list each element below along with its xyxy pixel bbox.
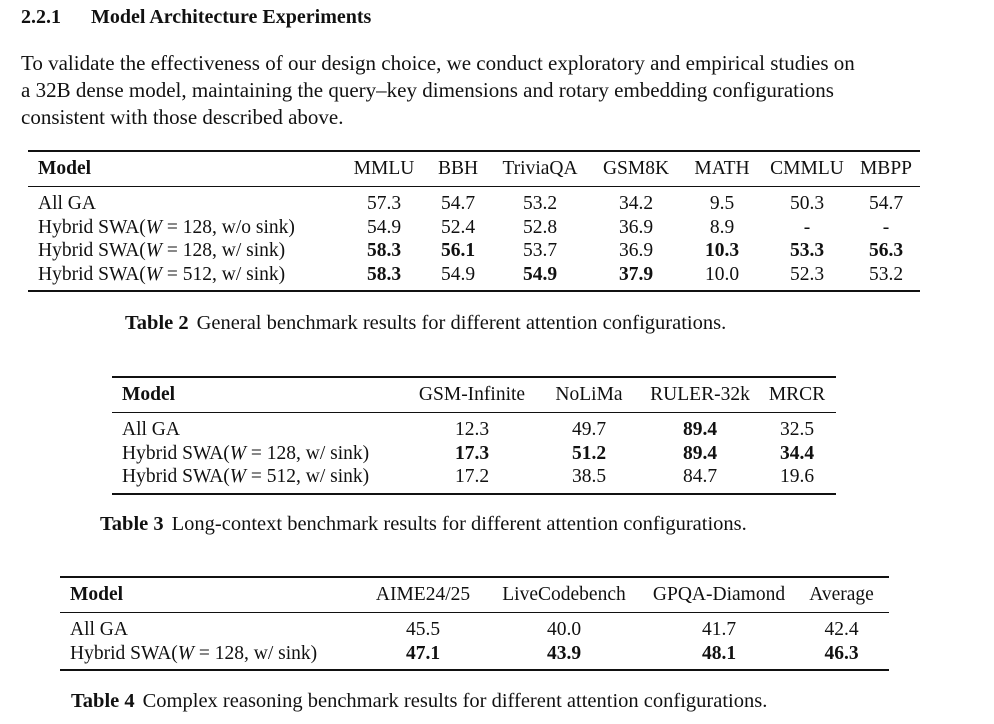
model-config: = 128, w/ sink) — [194, 642, 318, 664]
score-cell: 47.1 — [405, 642, 441, 664]
table-header-row — [28, 151, 920, 187]
table-row — [112, 442, 836, 466]
table-4 — [60, 576, 889, 671]
score-cell: 53.7 — [522, 240, 558, 261]
table-header-row — [112, 377, 836, 413]
table-4-caption — [71, 690, 767, 713]
section-number: 2.2.1 — [21, 6, 61, 28]
score-cell: 48.1 — [701, 642, 737, 664]
column-header: NoLiMa — [555, 384, 623, 405]
table-row — [28, 187, 920, 216]
score-cell: 36.9 — [618, 240, 654, 261]
table-3 — [112, 376, 836, 495]
window-size-symbol: W — [229, 442, 247, 464]
column-header: LiveCodebench — [502, 584, 626, 605]
column-header: MRCR — [768, 384, 826, 405]
score-cell: 51.2 — [571, 442, 607, 464]
window-size-symbol: W — [145, 240, 163, 261]
intro-line: consistent with those described above. — [21, 105, 344, 129]
model-name-cell — [28, 216, 342, 240]
score-cell: 57.3 — [366, 193, 402, 214]
score-cell: 8.9 — [709, 216, 735, 238]
score-cell: 41.7 — [701, 619, 737, 640]
score-cell: 45.5 — [405, 619, 441, 640]
score-cell: 58.3 — [366, 263, 402, 285]
table-row — [28, 216, 920, 240]
caption-label: Table 2 — [125, 312, 189, 334]
model-config: = 512, w/ sink) — [246, 466, 370, 487]
table-row — [112, 413, 836, 442]
score-cell: 12.3 — [454, 419, 490, 440]
caption-text: Complex reasoning benchmark results for different attention configurations. — [142, 690, 768, 712]
caption-label: Table 3 — [100, 513, 164, 535]
column-header: Model — [122, 384, 176, 405]
table-2 — [28, 150, 920, 292]
score-cell: 42.4 — [824, 619, 859, 640]
column-header: MATH — [694, 158, 750, 179]
score-cell: 89.4 — [682, 419, 718, 440]
score-cell: 52.3 — [789, 263, 825, 285]
column-header: AIME24/25 — [375, 584, 471, 605]
column-header: TriviaQA — [502, 158, 578, 179]
caption-text: Long-context benchmark results for different attention configurations. — [171, 513, 747, 535]
model-name-cell — [60, 613, 362, 642]
column-header: GSM-Infinite — [418, 384, 526, 405]
column-header: GPQA-Diamond — [652, 584, 786, 605]
model-name: Hybrid SWA( — [122, 466, 230, 487]
intro-paragraph — [21, 50, 951, 131]
score-cell: 10.3 — [704, 240, 740, 261]
score-cell: 10.0 — [704, 263, 740, 285]
score-cell: 43.9 — [546, 642, 582, 664]
model-name: Hybrid SWA( — [38, 240, 146, 261]
table-body — [112, 413, 836, 494]
model-name-cell — [28, 187, 342, 216]
table-2-caption — [125, 312, 726, 335]
score-cell: 54.7 — [440, 193, 476, 214]
model-name: All GA — [122, 419, 180, 440]
score-cell: 52.8 — [522, 216, 558, 238]
model-name-cell — [28, 263, 342, 292]
model-config: = 128, w/ sink) — [246, 442, 370, 464]
model-name-cell — [28, 239, 342, 263]
model-name: Hybrid SWA( — [38, 263, 146, 285]
intro-line: a 32B dense model, maintaining the query–key dimensions and rotary embedding configurations — [21, 78, 834, 102]
column-header: Average — [809, 584, 874, 605]
model-config: = 128, w/ sink) — [162, 240, 286, 261]
section-title: Model Architecture Experiments — [91, 6, 372, 28]
model-name-cell — [60, 642, 362, 671]
score-cell: 37.9 — [618, 263, 654, 285]
score-cell: 32.5 — [779, 419, 815, 440]
score-cell: 58.3 — [366, 240, 402, 261]
score-cell: 40.0 — [546, 619, 582, 640]
window-size-symbol: W — [229, 466, 247, 487]
score-cell: 54.9 — [440, 263, 476, 285]
model-name: Hybrid SWA( — [122, 442, 230, 464]
score-cell: - — [803, 216, 811, 238]
table-body — [28, 187, 920, 292]
table-row — [28, 239, 920, 263]
model-name: Hybrid SWA( — [38, 216, 146, 238]
table-row — [112, 465, 836, 494]
score-cell: 53.2 — [522, 193, 558, 214]
table-body — [60, 613, 889, 671]
score-cell: 9.5 — [709, 193, 735, 214]
score-cell: 53.2 — [868, 263, 904, 285]
score-cell: 49.7 — [571, 419, 607, 440]
column-header: CMMLU — [770, 158, 844, 179]
table-header-row — [60, 577, 889, 613]
score-cell: 56.1 — [440, 240, 476, 261]
table-row — [60, 642, 889, 671]
score-cell: 54.7 — [868, 193, 904, 214]
score-cell: 38.5 — [571, 466, 607, 487]
window-size-symbol: W — [145, 263, 163, 285]
score-cell: 17.3 — [454, 442, 490, 464]
column-header: BBH — [437, 158, 479, 179]
model-name-cell — [112, 442, 408, 466]
score-cell: 84.7 — [682, 466, 718, 487]
score-cell: 89.4 — [682, 442, 718, 464]
score-cell: 54.9 — [366, 216, 402, 238]
column-header: Model — [38, 158, 92, 179]
window-size-symbol: W — [177, 642, 195, 664]
score-cell: 34.2 — [618, 193, 654, 214]
score-cell: 19.6 — [779, 466, 815, 487]
column-header: GSM8K — [602, 158, 670, 179]
score-cell: 50.3 — [789, 193, 825, 214]
score-cell: 56.3 — [868, 240, 904, 261]
caption-label: Table 4 — [71, 690, 135, 712]
column-header: MBPP — [859, 158, 913, 179]
model-name: Hybrid SWA( — [70, 642, 178, 664]
score-cell: 36.9 — [618, 216, 654, 238]
model-name: All GA — [70, 619, 128, 640]
model-config: = 512, w/ sink) — [162, 263, 286, 285]
section-heading — [21, 6, 371, 29]
caption-text: General benchmark results for different attention configurations. — [196, 312, 727, 334]
column-header: RULER-32k — [650, 384, 750, 405]
model-name-cell — [112, 413, 408, 442]
score-cell: 34.4 — [779, 442, 815, 464]
score-cell: 54.9 — [522, 263, 558, 285]
score-cell: - — [882, 216, 890, 238]
window-size-symbol: W — [145, 216, 163, 238]
table-row — [60, 613, 889, 642]
table-3-caption — [100, 513, 747, 536]
score-cell: 46.3 — [824, 642, 859, 664]
model-name: All GA — [38, 193, 96, 214]
score-cell: 52.4 — [440, 216, 476, 238]
table-row — [28, 263, 920, 292]
model-config: = 128, w/o sink) — [162, 216, 295, 238]
column-header: MMLU — [353, 158, 415, 179]
score-cell: 53.3 — [789, 240, 825, 261]
intro-line: To validate the effectiveness of our design choice, we conduct exploratory and empirical studies on — [21, 51, 855, 75]
score-cell: 17.2 — [454, 466, 490, 487]
model-name-cell — [112, 465, 408, 494]
column-header: Model — [70, 584, 124, 605]
